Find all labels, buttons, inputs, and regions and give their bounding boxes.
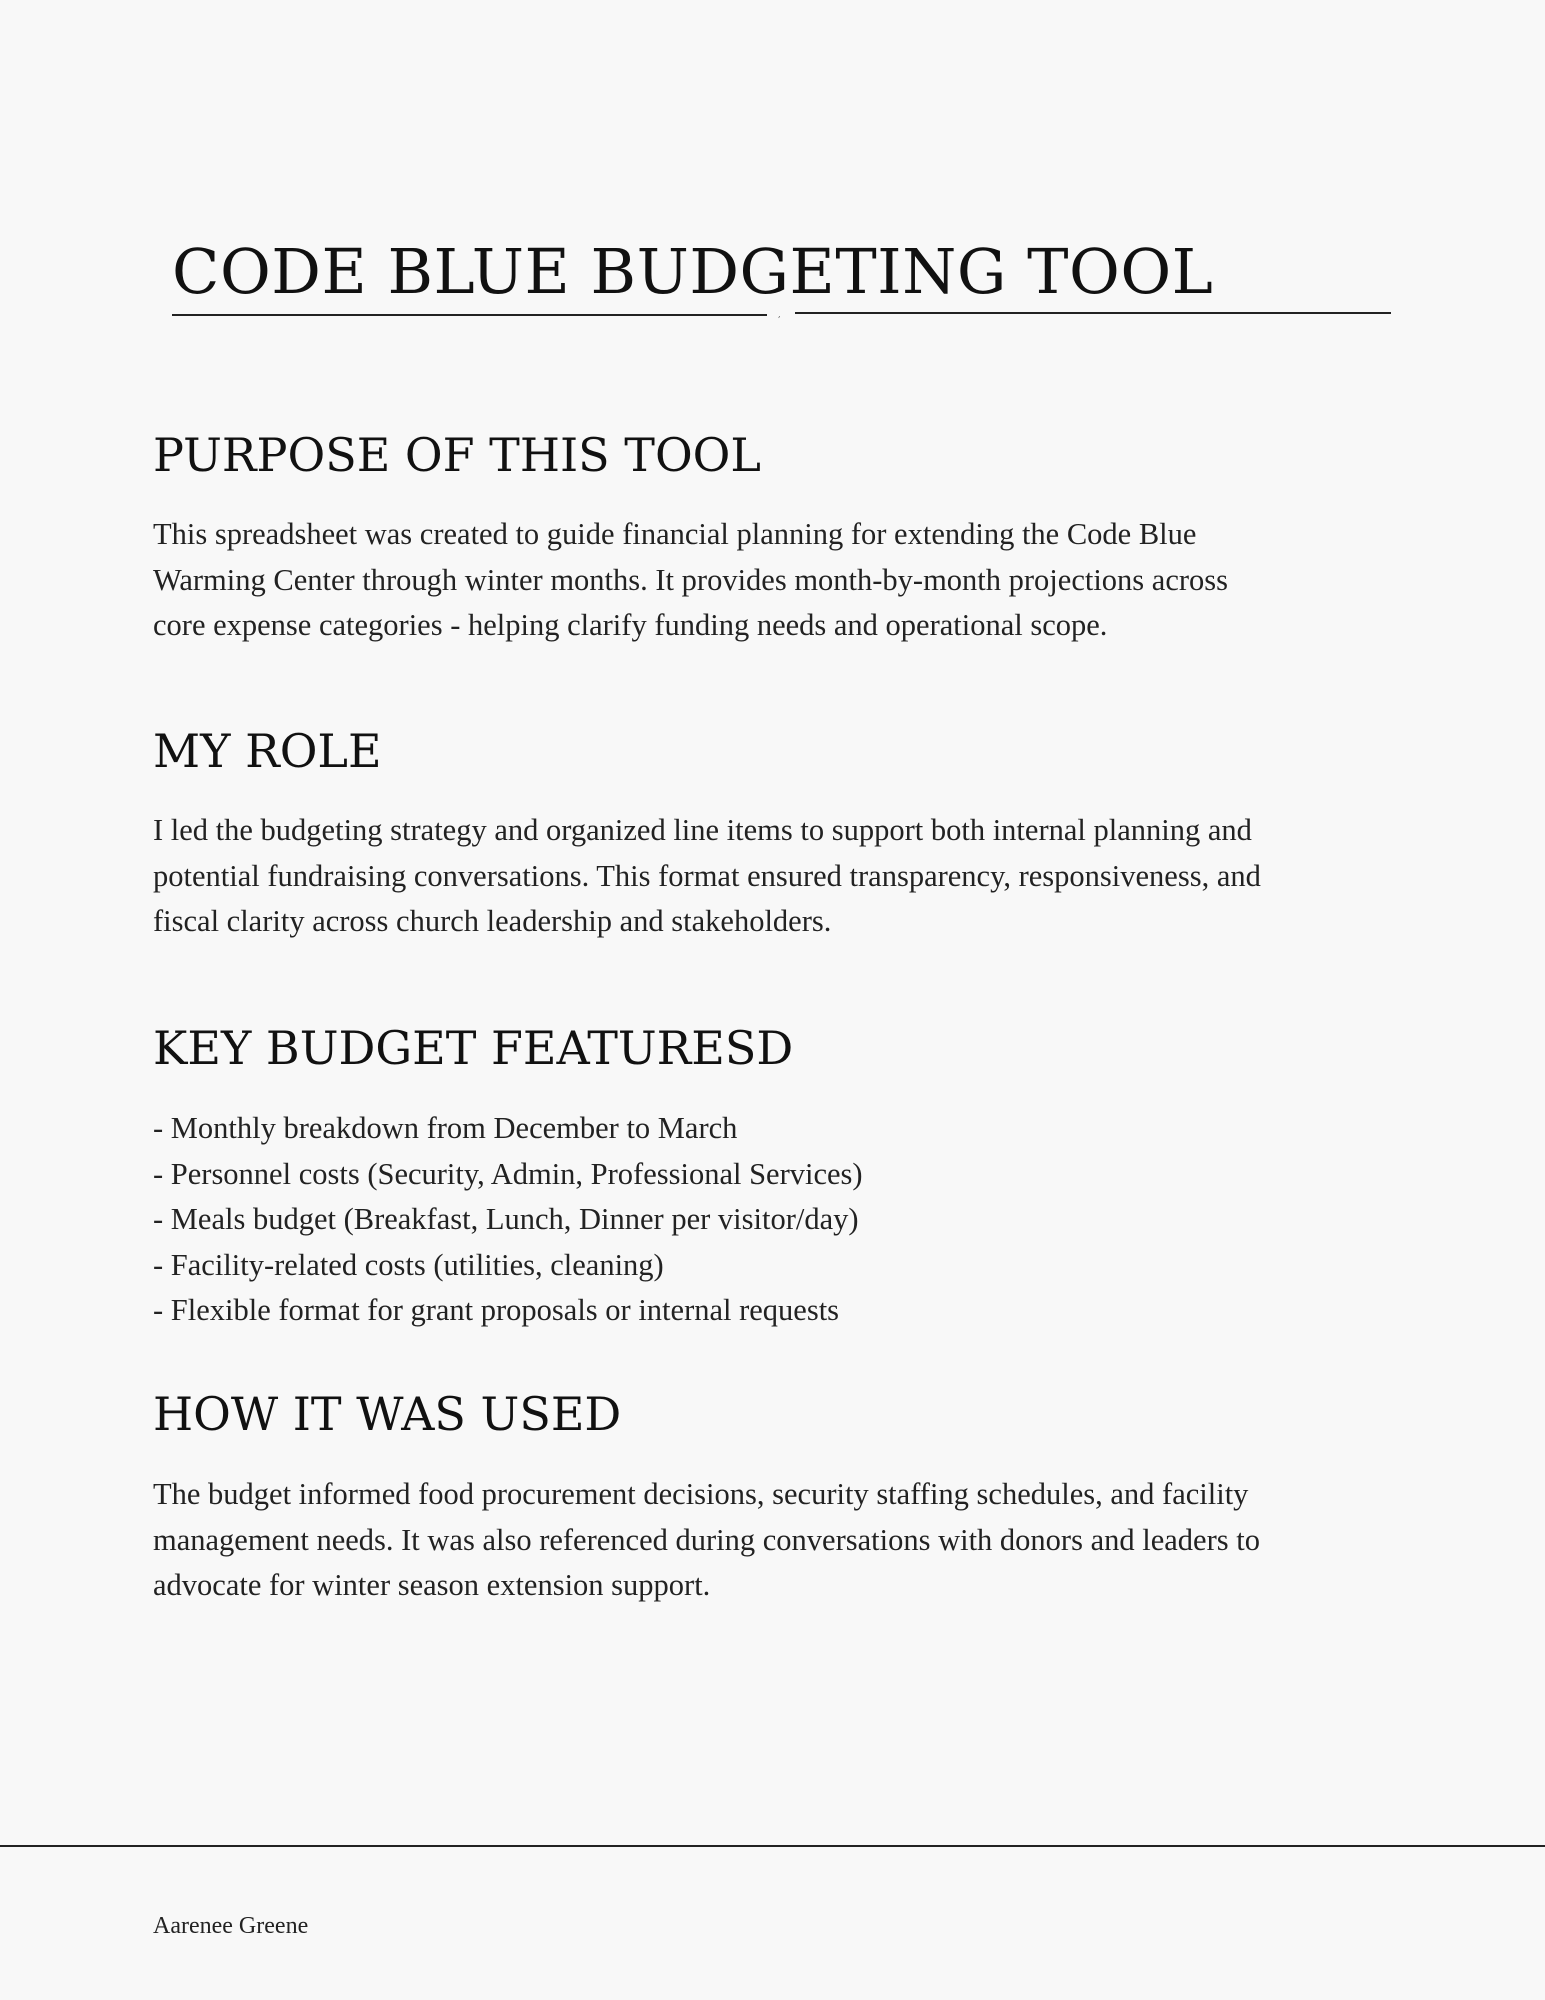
purpose-line: Warming Center through winter months. It provides month-by-month projections across bbox=[153, 562, 1229, 597]
purpose-line: core expense categories - helping clarify funding needs and operational scope. bbox=[153, 608, 1108, 642]
list-item: - Personnel costs (Security, Admin, Professional Services) bbox=[153, 1156, 863, 1191]
list-item: - Meals budget (Breakfast, Lunch, Dinner per visitor/day) bbox=[153, 1202, 859, 1236]
role-paragraph bbox=[153, 808, 1403, 945]
page-title: CODE BLUE BUDGETING TOOL bbox=[172, 235, 1214, 308]
usage-line: management needs. It was also referenced during conversations with donors and leaders to bbox=[153, 1522, 1260, 1557]
usage-line: The budget informed food procurement decisions, security staffing schedules, and facility bbox=[153, 1477, 1249, 1511]
role-line: fiscal clarity across church leadership and stakeholders. bbox=[153, 904, 832, 938]
usage-heading: HOW IT WAS USED bbox=[153, 1387, 622, 1441]
title-underline-right bbox=[795, 312, 1391, 314]
purpose-heading: PURPOSE OF THIS TOOL bbox=[153, 428, 761, 482]
purpose-line: This spreadsheet was created to guide financial planning for extending the Code Blue bbox=[153, 517, 1197, 551]
footer-divider bbox=[0, 1845, 1545, 1847]
list-item: - Monthly breakdown from December to March bbox=[153, 1111, 738, 1145]
usage-line: advocate for winter season extension support. bbox=[153, 1568, 711, 1602]
title-underline-left bbox=[172, 314, 767, 316]
role-line: potential fundraising conversations. This format ensured transparency, responsiveness, and bbox=[153, 858, 1261, 893]
list-item: - Flexible format for grant proposals or internal requests bbox=[153, 1293, 840, 1327]
title-divider-mark: , bbox=[778, 310, 781, 319]
purpose-paragraph bbox=[153, 512, 1403, 649]
features-list bbox=[153, 1106, 863, 1334]
footer-author: Aarenee Greene bbox=[153, 1913, 309, 1939]
list-item: - Facility-related costs (utilities, cleaning) bbox=[153, 1247, 664, 1282]
role-heading: MY ROLE bbox=[153, 724, 382, 778]
usage-paragraph bbox=[153, 1472, 1403, 1609]
features-heading: KEY BUDGET FEATURESD bbox=[153, 1021, 794, 1075]
role-line: I led the budgeting strategy and organized line items to support both internal planning and bbox=[153, 813, 1252, 847]
